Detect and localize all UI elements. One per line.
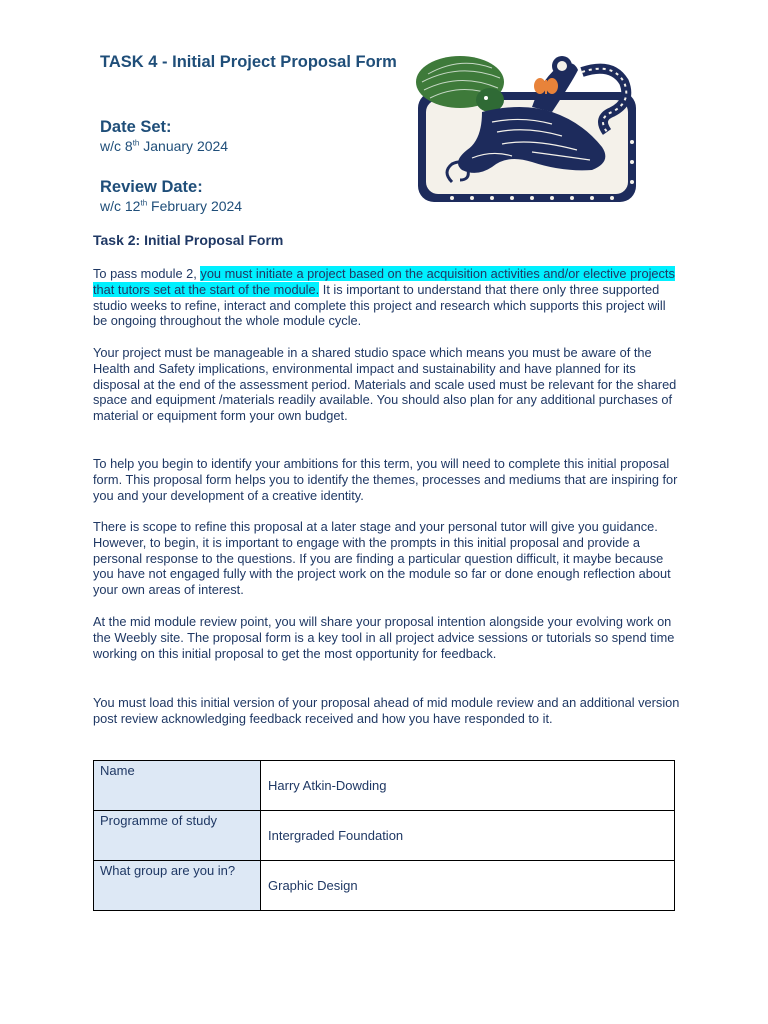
student-info-table — [93, 760, 675, 911]
review-date-value: w/c 12th February 2024 — [100, 198, 243, 214]
paragraph-3: To help you begin to identify your ambitions for this term, you will need to complete this initial proposal form. This proposal form helps you to identify the themes, processes and mediums that are inspiring for you and your development of a creative identity. — [93, 456, 678, 503]
date-set-label: Date Set: — [100, 118, 172, 136]
programme-label: Programme of study — [94, 811, 261, 861]
highlighted-text: you must initiate a project based on the acquisition activities and/or elective projects that tutors set at the start of the module. — [93, 266, 675, 297]
date-set-value: w/c 8th January 2024 — [100, 138, 229, 154]
name-label: Name — [94, 761, 261, 811]
paragraph-5: At the mid module review point, you will share your proposal intention alongside your evolving work on the Weebly site. The proposal form is a key tool in all project advice sessions or tutorials so spend time working on this initial proposal to get the most opportunity for feedback. — [93, 614, 675, 661]
group-field[interactable]: Graphic Design — [261, 861, 675, 911]
paragraph-4: There is scope to refine this proposal at a later stage and your personal tutor will give you guidance. However, to begin, it is important to engage with the prompts in this initial proposal and provide a personal response to the questions. If you are finding a particular question difficult, it maybe because you have not engaged fully with the project work on the module so far or done enough reflection about your own areas of interest. — [93, 519, 671, 598]
review-date-label: Review Date: — [100, 178, 203, 196]
paragraph-6: You must load this initial version of your proposal ahead of mid module review and an additional version post review acknowledging feedback received and how you have responded to it. — [93, 695, 680, 726]
table-row — [94, 811, 675, 861]
programme-field[interactable]: Intergraded Foundation — [261, 811, 675, 861]
name-field[interactable]: Harry Atkin-Dowding — [261, 761, 675, 811]
table-row — [94, 761, 675, 811]
section-heading: Task 2: Initial Proposal Form — [93, 232, 284, 248]
table-row — [94, 861, 675, 911]
linocut-figure-artwork — [412, 52, 640, 206]
paragraph-2: Your project must be manageable in a shared studio space which means you must be aware of the Health and Safety implications, environmental impact and sustainability and have planned for its disposal at the end of the assessment period. Materials and scale used must be relevant for the shared space and equipment /materials readily available. You should also plan for any additional purchases of material or equipment form your own budget. — [93, 345, 677, 424]
task-title: TASK 4 - Initial Project Proposal Form — [100, 53, 397, 71]
paragraph-1: To pass module 2, you must initiate a project based on the acquisition activities and/or elective projects that tutors set at the start of the module. It is important to understand that there only three supported studio weeks to refine, interact and complete this project and research which supports this project will be ongoing throughout the whole module cycle. — [93, 266, 675, 329]
group-label: What group are you in? — [94, 861, 261, 911]
